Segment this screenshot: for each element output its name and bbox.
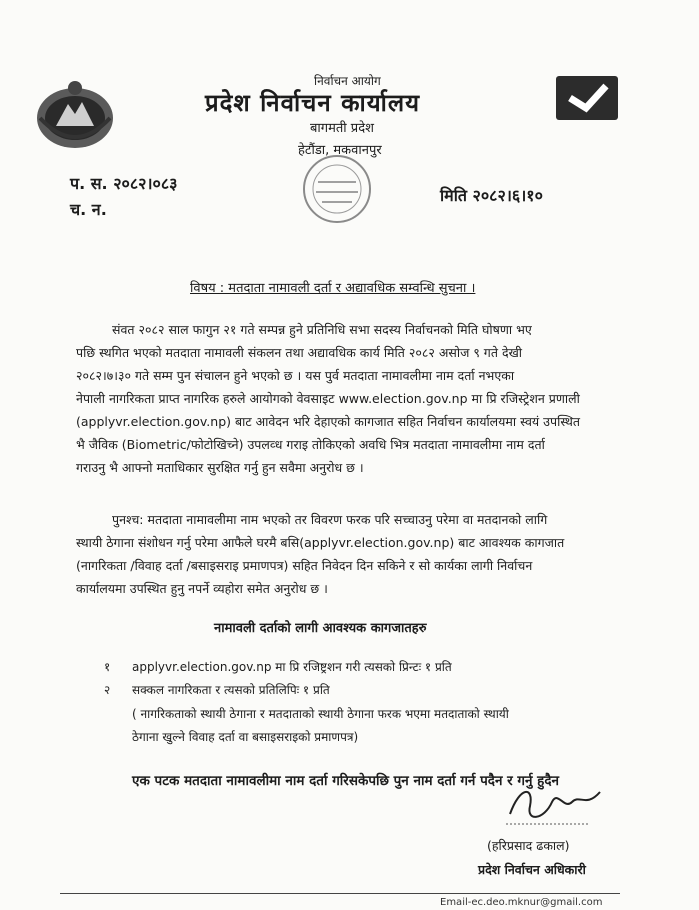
document-item-text: applyvr.election.gov.np मा प्रि रजिष्ट्रशन गरी त्यसको प्रिन्टः १ प्रति xyxy=(132,660,452,674)
paragraph-line: भै जैविक (Biometric/फोटोखिच्ने) उपलव्ध गराइ तोकिएको अवधि भित्र मतदाता नामावलीमा नाम दर्ता xyxy=(76,437,545,452)
documents-note-line: ठेगाना खुल्ने विवाह दर्ता वा बसाइसराइको प्रमाणपत्र) xyxy=(132,730,359,744)
province-name: बागमती प्रदेश xyxy=(310,121,374,136)
election-commission-logo-icon xyxy=(556,76,618,120)
letter-date: मिति २०८२।६।१० xyxy=(440,186,543,205)
notice-paragraph-2 xyxy=(76,508,646,600)
office-title: प्रदेश निर्वाचन कार्यालय xyxy=(205,88,421,117)
commission-name: निर्वाचन आयोग xyxy=(314,74,381,88)
paragraph-line: स्थायी ठेगाना संशोधन गर्नु परेमा आफैले घरमै बसि(applyvr.election.gov.np) बाट आवश्यक कागजात xyxy=(76,535,565,550)
nepal-emblem-icon xyxy=(34,78,116,152)
paragraph-line: संवत २०८२ साल फागुन २१ गते सम्पन्न हुने प्रतिनिधि सभा सदस्य निर्वाचनको मिति घोषणा भए xyxy=(112,322,532,337)
document-item-number: १ xyxy=(104,660,111,674)
paragraph-line: गराउनु भै आफ्नो मताधिकार सुरक्षित गर्नु हुन सवैमा अनुरोध छ । xyxy=(76,460,364,475)
footer-divider xyxy=(60,893,620,894)
dispatch-number: च. न. xyxy=(70,200,107,219)
subject-line: विषय : मतदाता नामावली दर्ता र अद्यावधिक सम्वन्धि सुचना । xyxy=(190,281,476,296)
paragraph-line: पुनश्च: मतदाता नामावलीमा नाम भएको तर विवरण फरक परि सच्चाउनु परेमा वा मतदानको लागि xyxy=(112,512,548,527)
paragraph-line: कार्यालयमा उपस्थित हुनु नपर्ने व्यहोरा समेत अनुरोध छ । xyxy=(76,581,328,596)
paragraph-line: (applyvr.election.gov.np) बाट आवेदन भरि देहाएको कागजात सहित निर्वाचन कार्यालयमा स्वयं उपस्थित xyxy=(76,414,581,429)
signatory-name: (हरिप्रसाद ढकाल) xyxy=(487,838,570,853)
paragraph-line: नेपाली नागरिकता प्राप्त नागरिक हरुले आयोगको वेवसाइट www.election.gov.np मा प्रि रजिस्ट्रेशन प्रणाली xyxy=(76,391,580,406)
letter-number: प. स. २०८२।०८३ xyxy=(70,174,178,193)
signatory-title: प्रदेश निर्वाचन अधिकारी xyxy=(478,862,586,877)
office-stamp-icon xyxy=(300,152,374,226)
documents-heading: नामावली दर्ताको लागी आवश्यक कागजातहरु xyxy=(214,621,427,636)
paragraph-line: (नागरिकता /विवाह दर्ता /बसाइसराइ प्रमाणपत्र) सहित निवेदन दिन सकिने र सो कार्यका लागी निर्वाचन xyxy=(76,558,533,573)
paragraph-line: पछि स्थगित भएको मतदाता नामावली संकलन तथा अद्यावधिक कार्य मिति २०८२ असोज ९ गते देखी xyxy=(76,345,523,360)
document-item-text: सक्कल नागरिकता र त्यसको प्रतिलिपिः १ प्रति xyxy=(132,683,330,697)
handwritten-signature-icon xyxy=(500,780,610,830)
paragraph-line: २०८२।७।३० गते सम्म पुन संचालन हुने भएको छ । यस पुर्व मतदाता नामावलीमा नाम दर्ता नभएका xyxy=(76,368,515,383)
notice-paragraph-1 xyxy=(76,318,646,479)
document-item-number: २ xyxy=(104,683,111,697)
documents-note-line: ( नागरिकताको स्थायी ठेगाना र मतदाताको स्थायी ठेगाना फरक भएमा मतदाताको स्थायी xyxy=(132,707,509,721)
closing-note: एक पटक मतदाता नामावलीमा नाम दर्ता गरिसकेपछि पुन नाम दर्ता गर्न पदैन र गर्नु हुदैन xyxy=(132,773,559,789)
footer-email: Email-ec.deo.mknur@gmail.com xyxy=(440,897,603,908)
office-location: हेटौंडा, मकवानपुर xyxy=(298,143,382,158)
